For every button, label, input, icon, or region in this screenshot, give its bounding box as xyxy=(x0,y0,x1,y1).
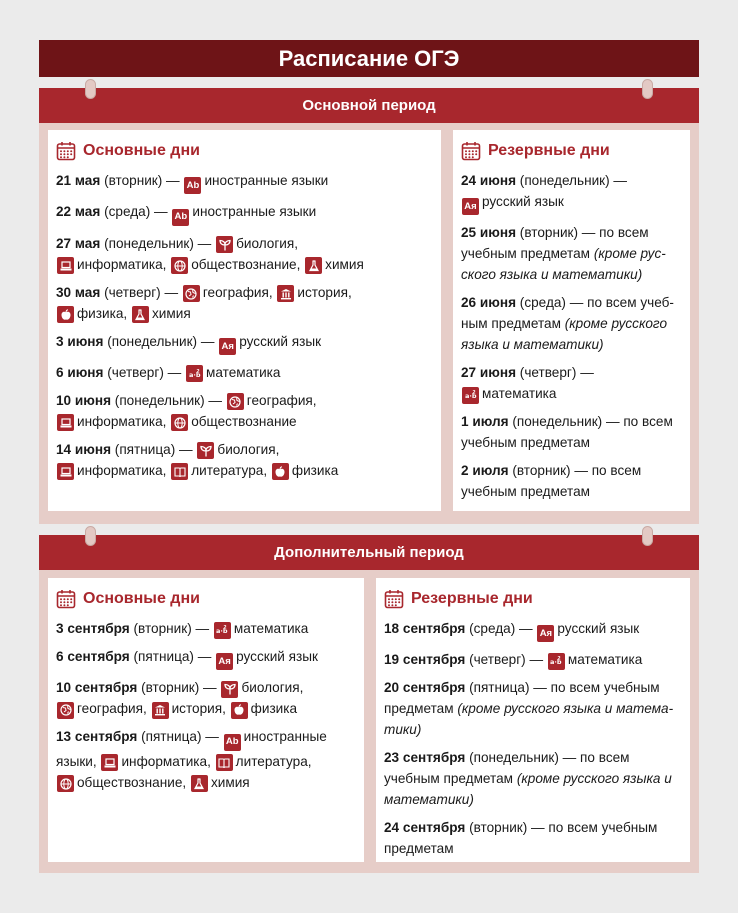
subject-name: физика xyxy=(291,462,339,478)
entry-day: (понедельник) — xyxy=(104,235,212,251)
entry-date: 14 июня xyxy=(56,441,112,457)
entry-date: 10 сентября xyxy=(56,680,138,696)
entry-note: (кроме рус-ского языка и математики) xyxy=(461,246,666,283)
subject-name: русский язык xyxy=(236,649,318,664)
subject-name: математика xyxy=(567,652,643,668)
entry-date: 24 сентября xyxy=(384,820,466,836)
entry-day: (среда) — xyxy=(104,204,168,220)
social-studies-globe-icon xyxy=(171,257,188,274)
entry-date: 10 июня xyxy=(56,392,112,408)
entry-date: 30 мая xyxy=(56,284,101,300)
schedule-entry xyxy=(56,170,435,194)
literature-book-icon xyxy=(216,754,233,771)
russian-language-icon: Ая xyxy=(219,338,236,355)
entry-day: (пятница) — xyxy=(133,649,212,664)
entry-date: 27 июня xyxy=(461,365,517,381)
section-title: Дополнительный период xyxy=(39,535,699,570)
biology-sprout-icon xyxy=(216,236,233,253)
schedule-entry: 27 мая (понедельник) — биология, информатика, обществознание, химия xyxy=(56,233,435,275)
entry-day: (четверг) — xyxy=(519,365,594,381)
subject-name: обществознание xyxy=(191,413,297,429)
entry-date: 2 июля xyxy=(461,463,509,479)
subject-name: география xyxy=(202,284,269,300)
math-formula-icon xyxy=(186,365,203,382)
social-studies-globe-icon xyxy=(171,414,188,431)
math-formula-icon xyxy=(548,653,565,670)
subject-name: физика xyxy=(250,701,298,717)
subject-name: информатика xyxy=(121,753,208,769)
schedule-entry xyxy=(384,817,684,859)
schedule-entry xyxy=(56,646,358,670)
subject-name: информатика xyxy=(77,413,163,429)
main-days-panel xyxy=(48,578,364,862)
entry-date: 20 сентября xyxy=(384,680,466,696)
russian-language-icon: Ая xyxy=(537,625,554,642)
russian-language-icon: Ая xyxy=(462,198,479,215)
subject-name: математика xyxy=(233,621,309,636)
entry-day: (четверг) — xyxy=(104,284,179,300)
computer-science-laptop-icon xyxy=(57,463,74,480)
physics-apple-icon xyxy=(57,306,74,323)
entry-note: (кроме русского языка и матема-тики) xyxy=(384,701,674,738)
entry-note: (кроме русского языка и математики) xyxy=(461,316,668,353)
entry-date: 6 июня xyxy=(56,364,104,380)
subject-name: география xyxy=(246,392,313,408)
entry-note: (кроме русского языка и математики) xyxy=(384,771,672,808)
biology-sprout-icon xyxy=(221,681,238,698)
subject-name: литература xyxy=(235,753,308,769)
panel-header xyxy=(461,138,684,164)
entry-date: 1 июля xyxy=(461,414,509,430)
subject-name: русский язык xyxy=(239,333,322,349)
history-column-icon xyxy=(277,285,294,302)
geography-globe-icon xyxy=(183,285,200,302)
geography-globe-icon xyxy=(227,393,244,410)
entry-day: (вторник) — по всем учебным предметам xyxy=(461,463,642,500)
entry-day: (вторник) — xyxy=(141,680,217,696)
subject-name: литература xyxy=(191,462,264,478)
schedule-entry xyxy=(56,331,435,355)
subject-name: русский язык xyxy=(557,621,640,636)
geography-globe-icon xyxy=(57,702,74,719)
panel-header xyxy=(384,586,684,612)
main-days-panel xyxy=(48,130,441,511)
entry-day: (пятница) — xyxy=(114,441,193,457)
subject-name: химия xyxy=(325,256,364,272)
russian-language-icon: Ая xyxy=(216,653,233,670)
schedule-entry: 14 июня (пятница) — биология, информатика, литература, физика xyxy=(56,439,435,481)
schedule-entry xyxy=(384,747,684,810)
chemistry-flask-icon xyxy=(191,775,208,792)
entry-date: 25 июня xyxy=(461,225,517,241)
math-formula-icon xyxy=(462,387,479,404)
binder-ring xyxy=(642,526,653,546)
panel-title: Основные дни xyxy=(83,142,200,159)
subject-name: иностранные языки xyxy=(56,729,327,769)
panel-title: Резервные дни xyxy=(411,590,533,607)
subject-name: история xyxy=(297,284,348,300)
binder-ring xyxy=(642,79,653,99)
binder-ring xyxy=(85,526,96,546)
entry-day: (среда) — по всем учеб-ным предметам xyxy=(461,295,674,332)
entry-day: (понедельник) — по всем учебным предметам xyxy=(384,750,630,787)
schedule-entry xyxy=(56,362,435,383)
calendar-icon xyxy=(384,589,404,609)
subject-name: биология xyxy=(241,680,300,696)
calendar-icon xyxy=(56,141,76,161)
schedule-entry xyxy=(461,292,684,355)
panel-title: Основные дни xyxy=(83,590,200,607)
entry-day: (четверг) — xyxy=(469,652,544,668)
entry-day: (пятница) — xyxy=(141,729,219,745)
schedule-entry: 10 июня (понедельник) — география, информатика, обществознание xyxy=(56,390,435,432)
subject-name: русский язык xyxy=(482,194,564,209)
entry-day: (понедельник) — xyxy=(114,392,223,408)
foreign-languages-icon: Ab xyxy=(184,177,201,194)
schedule-entry xyxy=(384,649,684,670)
additional-period-section xyxy=(39,535,699,873)
page-title: Расписание ОГЭ xyxy=(39,40,699,77)
subject-name: химия xyxy=(210,774,250,790)
computer-science-laptop-icon xyxy=(57,257,74,274)
schedule-entry xyxy=(384,677,684,740)
main-period-section xyxy=(39,88,699,524)
subject-name: иностранные языки xyxy=(192,204,317,220)
entry-day: (четверг) — xyxy=(107,364,182,380)
subject-name: математика xyxy=(482,386,557,402)
schedule-entry xyxy=(461,170,684,215)
literature-book-icon xyxy=(171,463,188,480)
calendar-icon xyxy=(56,589,76,609)
entry-day: (понедельник) — xyxy=(519,173,628,188)
schedule-entry: 30 мая (четверг) — география, история, физика, химия xyxy=(56,282,435,324)
subject-name: информатика xyxy=(77,256,163,272)
entry-date: 13 сентября xyxy=(56,729,138,745)
schedule-entry xyxy=(56,618,358,639)
subject-name: химия xyxy=(151,305,191,321)
entry-day: (вторник) — xyxy=(133,621,210,636)
entry-day: (пятница) — по всем учебным предметам xyxy=(384,680,660,717)
section-title: Основной период xyxy=(39,88,699,123)
panel-header xyxy=(56,586,358,612)
chemistry-flask-icon xyxy=(132,306,149,323)
history-column-icon xyxy=(152,702,169,719)
subject-name: физика xyxy=(77,305,124,321)
entry-day: (вторник) — по всем учебным предметам xyxy=(384,820,658,857)
entry-day: (понедельник) — по всем учебным предметам xyxy=(461,414,673,451)
subject-name: биология xyxy=(217,441,276,457)
entry-date: 3 июня xyxy=(56,333,104,349)
panel-header xyxy=(56,138,435,164)
entry-date: 23 сентября xyxy=(384,750,466,766)
binder-ring xyxy=(85,79,96,99)
subject-name: иностранные языки xyxy=(204,173,329,188)
math-formula-icon xyxy=(214,622,231,639)
entry-day: (среда) — xyxy=(469,621,533,636)
entry-date: 19 сентября xyxy=(384,652,466,668)
physics-apple-icon xyxy=(231,702,248,719)
foreign-languages-icon: Ab xyxy=(224,734,241,751)
subject-name: математика xyxy=(206,364,281,380)
schedule-entry xyxy=(461,362,684,404)
reserve-days-panel xyxy=(376,578,690,862)
entry-date: 3 сентября xyxy=(56,621,130,636)
social-studies-globe-icon xyxy=(57,775,74,792)
physics-apple-icon xyxy=(272,463,289,480)
schedule-entry xyxy=(461,460,684,502)
reserve-days-panel xyxy=(453,130,690,511)
subject-name: обществознание xyxy=(191,256,297,272)
entry-date: 21 мая xyxy=(56,173,101,188)
entry-day: (вторник) — xyxy=(104,173,180,188)
schedule-entry xyxy=(56,201,435,225)
subject-name: информатика xyxy=(77,462,163,478)
entry-day: (понедельник) — xyxy=(107,333,215,349)
foreign-languages-icon: Ab xyxy=(172,209,189,226)
schedule-entry: 10 сентября (вторник) — биология, география, история, физика xyxy=(56,677,358,719)
schedule-entry: 13 сентября (пятница) — Ab иностранные языки, информатика, литература, обществознание, химия xyxy=(56,726,358,792)
entry-date: 24 июня xyxy=(461,173,517,188)
subject-name: биология xyxy=(236,235,295,251)
schedule-entry xyxy=(461,411,684,453)
entry-day: (вторник) — по всем учебным предметам xyxy=(461,225,649,262)
computer-science-laptop-icon xyxy=(57,414,74,431)
computer-science-laptop-icon xyxy=(101,754,118,771)
subject-name: география xyxy=(77,701,143,717)
schedule-entry xyxy=(461,222,684,285)
panel-title: Резервные дни xyxy=(488,142,610,159)
entry-date: 18 сентября xyxy=(384,621,466,636)
subject-name: обществознание xyxy=(77,774,183,790)
calendar-icon xyxy=(461,141,481,161)
entry-date: 26 июня xyxy=(461,295,517,311)
biology-sprout-icon xyxy=(197,442,214,459)
entry-date: 27 мая xyxy=(56,235,101,251)
schedule-entry xyxy=(384,618,684,642)
subject-name: история xyxy=(171,701,223,717)
entry-date: 22 мая xyxy=(56,204,101,220)
entry-date: 6 сентября xyxy=(56,649,130,664)
chemistry-flask-icon xyxy=(305,257,322,274)
